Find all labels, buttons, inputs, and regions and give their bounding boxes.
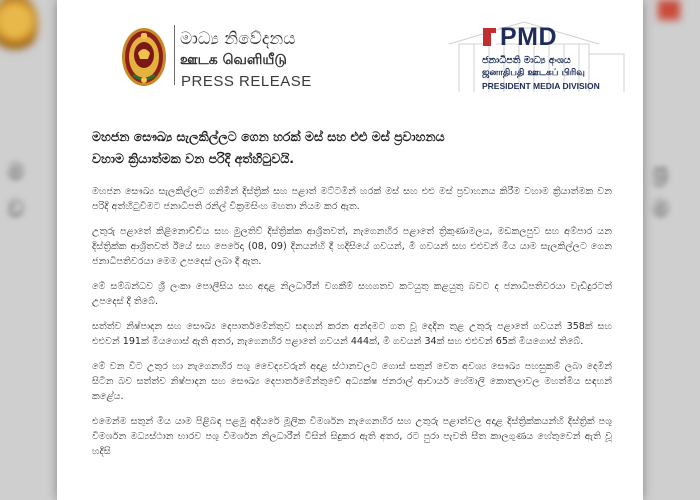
blurred-text: ම bbox=[8, 160, 24, 185]
article-paragraph: මහජන සෞඛ්‍ය සැලකිල්ලට ගනිමින් දිස්ත්‍රික් සහ පළාත් මට්ටමින් හරක් මස් සහ එළු මස් ප්‍රවාහනය කිරීම වහාම ක්‍රියාත්මක වන පරිදි අත්හිටුවීමට ජනාධිපති රනිල් වික්‍රමසිංහ මහතා නියම කර ඇත. bbox=[92, 186, 612, 212]
blurred-text: ම bbox=[653, 197, 669, 222]
pmd-subtitle-sinhala: ජනාධිපති මාධ්‍ය අංශය bbox=[482, 55, 571, 66]
title-sinhala: මාධ්‍ය නිවේදනය bbox=[180, 29, 296, 49]
document-header bbox=[57, 0, 643, 108]
title-tamil: ஊடக வெளியீடு bbox=[180, 52, 287, 68]
article-paragraph: එමෙන්ම සතුන් මිය යාම පිළිබඳ පළමු අදියරේ මූලික විමර්ශන නැගෙනහිර සහ උතුරු පළාත්වල අදාළ දිස්ත්‍රික්කයන්හි දිස්ත්‍රික් පශු විමර්ශන මධ්‍යස්ථාන භාරව පශු විමර්ශන නිලධාරීන් විසින් සිදුකර ඇති අතර, රට පුරා පැවති සීත කාලගුණය හේතුවෙන් ඇති වූ හදිසි bbox=[92, 416, 612, 457]
pmd-subtitle-tamil: ஜனாதிபதி ஊடகப் பிரிவு bbox=[482, 68, 585, 78]
article-headline bbox=[92, 126, 612, 170]
article-paragraph: සත්ත්ව නිෂ්පාදන සහ සෞඛ්‍ය දෙපාර්තමේන්තුව සඳහන් කරන අන්දමට ගත වූ දෙදින තුළ උතුරු පළාතේ ගවයන් 358ක් සහ එළුවන් 191ක් මියගොස් ඇති අතර, නැගෙනහිර පළාතේ ගවයන් 444ක්, මී ගවයන් 34ක් සහ එළුවන් 65ක් මියගොස් තිබේ. bbox=[92, 321, 612, 347]
blurred-text: ප්‍ර bbox=[653, 160, 668, 185]
sri-lanka-emblem-icon bbox=[121, 27, 167, 87]
blurred-text: ව bbox=[8, 197, 24, 222]
pmd-logo-text: PMD bbox=[500, 23, 558, 51]
header-divider bbox=[174, 25, 175, 85]
article-paragraph: මේ සම්බන්ධව ශ්‍රී ලංකා පොලීසිය සහ අදාළ නිලධාරීන් වගකීම් සහගතව කටයුතු කළයුතු බවට ද ජනාධිපතිවරයා වැඩිදුරටත් උපදෙස් දී තිබේ. bbox=[92, 281, 612, 307]
headline-line: වහාම ක්‍රියාත්මක වන පරිදි අත්හිටුවයි. bbox=[92, 151, 294, 166]
title-english: PRESS RELEASE bbox=[181, 73, 312, 90]
pmd-mark-icon bbox=[483, 28, 496, 46]
press-release-document bbox=[57, 0, 643, 500]
blurred-pmd-mark bbox=[658, 0, 680, 20]
blurred-emblem bbox=[0, 0, 38, 54]
article-paragraph: මේ වන විට උතුර හා නැගෙනහිර පශු වෛද්‍යවරුන් අදාළ ස්ථානවලට ගොස් සතුන් වෙත අවශ්‍ය සෞඛ්‍ය පහසුකම් ලබා දෙමින් සිටින බව සත්ත්ව නිෂ්පාදන සහ සෞඛ්‍ය දෙපාර්තමේන්තුවේ අධ්‍යක්ෂ ජනරාල් ආචාර්ය හේමාලි කොතලාවල මහත්මිය සඳහන් කළේය. bbox=[92, 361, 612, 402]
article-paragraph: උතුරු පළාතේ කිළිනොච්චිය සහ මුලතිව් දිස්ත්‍රික්ක ආශ්‍රිතවත්, නැගෙනහිර පළාතේ ත්‍රිකුණාමලය, මඩකලපුව සහ අම්පාර යන දිස්ත්‍රික්ක ආශ්‍රිතවත් ඊයේ සහ පෙරේදා (08, 09) දිනයන්හි දී හදිසියේ ගවයන්, මී ගවයන් සහ එළුවන් මිය යාම සැලකිල්ලට ගෙන ජනාධිපතිවරයා මෙම උපදෙස් ලබා දී ඇත. bbox=[92, 226, 612, 267]
headline-line: මහජන සෞඛ්‍ය සැලකිල්ලට ගෙන හරක් මස් සහ එළු මස් ප්‍රවාහනය bbox=[92, 129, 445, 144]
pmd-subtitle-english: PRESIDENT MEDIA DIVISION bbox=[482, 81, 600, 91]
article-body bbox=[92, 126, 612, 469]
